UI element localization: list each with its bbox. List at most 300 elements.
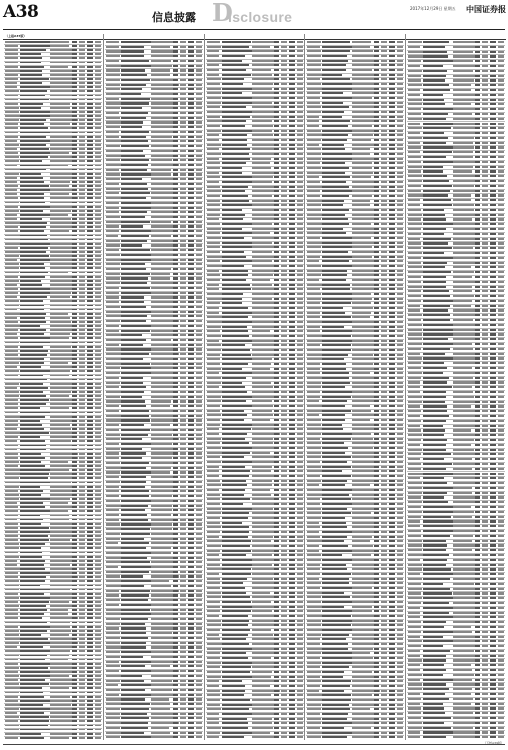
cell-text [106, 173, 119, 175]
cell-text [207, 634, 219, 636]
cell-text [5, 366, 17, 368]
cell-text [252, 410, 273, 412]
cell-text [72, 173, 77, 175]
cell-text [151, 240, 173, 242]
cell-text [121, 684, 151, 686]
cell-text [297, 316, 303, 318]
cell-text [196, 495, 202, 497]
cell-text [374, 288, 379, 290]
cell-text [87, 214, 93, 216]
cell-text [79, 679, 85, 681]
cell-text [188, 315, 194, 317]
cell-text [222, 643, 250, 645]
cell-text [307, 550, 319, 552]
cell-text [106, 382, 120, 384]
cell-text [5, 725, 19, 727]
cell-text [381, 246, 387, 248]
cell-text [180, 424, 186, 426]
cell-text [352, 330, 374, 332]
cell-text [5, 708, 19, 710]
cell-text [381, 517, 387, 519]
cell-text [151, 566, 175, 568]
cell-text [322, 400, 347, 402]
cell-text [95, 305, 101, 307]
cell-text [196, 69, 202, 71]
cell-text [207, 358, 220, 360]
cell-text [106, 46, 118, 48]
cell-text [20, 679, 45, 681]
cell-text [297, 508, 303, 510]
cell-text [151, 509, 171, 511]
cell-text [281, 92, 287, 94]
cell-text [352, 648, 373, 650]
cell-text [188, 330, 194, 332]
cell-text [352, 144, 375, 146]
cell-text [95, 41, 101, 43]
cell-text [289, 144, 295, 146]
cell-text [222, 64, 249, 66]
cell-text [322, 704, 348, 706]
cell-text [173, 609, 178, 611]
cell-text [281, 526, 287, 528]
cell-text [196, 84, 202, 86]
cell-text [389, 582, 395, 584]
cell-text [196, 136, 202, 138]
cell-text [20, 523, 41, 525]
cell-text [72, 267, 77, 269]
cell-text [87, 412, 93, 414]
cell-text [87, 169, 93, 171]
cell-text [389, 629, 395, 631]
cell-text [389, 41, 395, 43]
cell-text [397, 578, 403, 580]
cell-text [252, 102, 272, 104]
cell-text [106, 646, 120, 648]
cell-text [20, 239, 48, 241]
cell-text [281, 624, 287, 626]
cell-text [381, 242, 387, 244]
cell-text [79, 527, 85, 529]
cell-text [87, 255, 93, 257]
cell-text [87, 115, 93, 117]
cell-text [151, 55, 173, 57]
cell-text [173, 448, 178, 450]
cell-text [188, 325, 194, 327]
cell-text [95, 358, 101, 360]
cell-text [173, 571, 178, 573]
cell-text [289, 606, 295, 608]
cell-text [106, 594, 119, 596]
cell-text [322, 419, 344, 421]
cell-text [207, 592, 221, 594]
cell-text [381, 144, 387, 146]
cell-text [381, 316, 387, 318]
cell-text [121, 462, 148, 464]
cell-text [389, 676, 395, 678]
cell-text [381, 405, 387, 407]
cell-text [274, 573, 279, 575]
cell-text [389, 64, 395, 66]
cell-text [222, 629, 250, 631]
cell-text [50, 136, 72, 138]
cell-text [381, 657, 387, 659]
cell-text [207, 256, 222, 258]
cell-text [374, 517, 379, 519]
cell-text [274, 312, 279, 314]
cell-text [72, 193, 77, 195]
cell-text [151, 623, 175, 625]
cell-text [252, 167, 271, 169]
cell-text [252, 480, 272, 482]
cell-text [297, 256, 303, 258]
cell-text [322, 690, 344, 692]
cell-text [322, 736, 347, 738]
cell-text [196, 169, 202, 171]
cell-text [180, 84, 186, 86]
cell-text [274, 690, 279, 692]
cell-text [352, 582, 377, 584]
cell-text [87, 123, 93, 125]
cell-text [79, 469, 85, 471]
cell-text [222, 601, 251, 603]
cell-text [106, 665, 120, 667]
cell-text [281, 55, 287, 57]
cell-text [121, 566, 153, 568]
cell-text [188, 500, 194, 502]
cell-text [307, 377, 322, 379]
cell-text [352, 223, 370, 225]
cell-text [79, 206, 85, 208]
cell-text [289, 526, 295, 528]
cell-text [297, 573, 303, 575]
cell-text [188, 566, 194, 568]
cell-text [188, 519, 194, 521]
cell-text [121, 150, 142, 152]
cell-text [297, 568, 303, 570]
cell-text [50, 292, 71, 294]
cell-text [274, 55, 279, 57]
cell-text [5, 605, 19, 607]
cell-text [252, 405, 273, 407]
cell-text [188, 670, 194, 672]
cell-text [274, 634, 279, 636]
cell-text [121, 405, 145, 407]
cell-text [79, 148, 85, 150]
cell-text [173, 557, 178, 559]
cell-text [173, 211, 178, 213]
cell-text [188, 599, 194, 601]
cell-text [79, 613, 85, 615]
cell-text [188, 429, 194, 431]
cell-text [180, 580, 186, 582]
cell-text [95, 57, 101, 59]
cell-text [389, 134, 395, 136]
cell-text [252, 218, 274, 220]
cell-text [222, 340, 254, 342]
cell-text [297, 536, 303, 538]
cell-text [389, 321, 395, 323]
cell-text [196, 339, 202, 341]
cell-text [374, 354, 379, 356]
cell-text [87, 626, 93, 628]
cell-text [207, 480, 220, 482]
cell-text [20, 230, 44, 232]
cell-text [188, 254, 194, 256]
cell-text [95, 362, 101, 364]
cell-text [79, 358, 85, 360]
cell-text [281, 60, 287, 62]
cell-text [87, 659, 93, 661]
cell-text [50, 716, 73, 718]
cell-text [151, 476, 174, 478]
cell-text [180, 273, 186, 275]
cell-text [5, 490, 18, 492]
cell-text [297, 237, 303, 239]
cell-text [397, 606, 403, 608]
cell-text [173, 400, 178, 402]
cell-text [352, 400, 374, 402]
cell-text [307, 354, 322, 356]
cell-text [374, 466, 379, 468]
cell-text [173, 500, 178, 502]
cell-text [381, 148, 387, 150]
cell-text [274, 531, 279, 533]
cell-text [106, 708, 120, 710]
cell-text [196, 311, 202, 313]
cell-text [196, 542, 202, 544]
cell-text [106, 377, 118, 379]
cell-text [87, 683, 93, 685]
cell-text [381, 237, 387, 239]
cell-text [281, 349, 287, 351]
cell-text [297, 158, 303, 160]
cell-text [5, 127, 18, 129]
cell-text [87, 642, 93, 644]
cell-text [151, 684, 175, 686]
cell-text [252, 648, 275, 650]
cell-text [322, 545, 348, 547]
cell-text [207, 447, 221, 449]
cell-text [180, 443, 186, 445]
cell-text [207, 214, 220, 216]
cell-text [297, 125, 303, 127]
cell-text [307, 410, 322, 412]
cell-text [352, 559, 374, 561]
cell-text [196, 207, 202, 209]
cell-text [79, 683, 85, 685]
cell-text [389, 522, 395, 524]
cell-text [196, 656, 202, 658]
cell-text [79, 107, 85, 109]
cell-text [397, 718, 403, 720]
cell-text [423, 41, 450, 43]
cell-text [381, 92, 387, 94]
cell-text [5, 333, 17, 335]
cell-text [20, 206, 51, 208]
cell-text [188, 391, 194, 393]
cell-text [207, 279, 220, 281]
cell-text [180, 609, 186, 611]
cell-text [5, 687, 20, 689]
cell-text [95, 494, 101, 496]
cell-text [322, 298, 352, 300]
cell-text [72, 679, 77, 681]
cell-text [180, 292, 186, 294]
cell-text [5, 57, 18, 59]
cell-text [322, 148, 344, 150]
cell-text [173, 670, 178, 672]
cell-text [5, 646, 17, 648]
cell-text [222, 172, 242, 174]
cell-text [72, 737, 77, 739]
cell-text [50, 477, 73, 479]
cell-text [222, 344, 245, 346]
cell-text [397, 69, 403, 71]
cell-text [289, 74, 295, 76]
cell-text [196, 443, 202, 445]
cell-text [297, 657, 303, 659]
cell-text [95, 733, 101, 735]
cell-text [389, 218, 395, 220]
cell-text [95, 251, 101, 253]
cell-text [374, 615, 379, 617]
cell-text [222, 615, 248, 617]
cell-text [207, 727, 221, 729]
cell-text [106, 481, 120, 483]
cell-text [72, 609, 77, 611]
cell-text [207, 307, 219, 309]
cell-text [50, 309, 72, 311]
cell-text [196, 552, 202, 554]
cell-text [121, 694, 152, 696]
cell-text [173, 405, 178, 407]
cell-text [222, 200, 249, 202]
cell-text [397, 158, 403, 160]
cell-text [188, 192, 194, 194]
cell-text [397, 368, 403, 370]
cell-text [389, 456, 395, 458]
cell-text [72, 111, 77, 113]
cell-text [252, 489, 270, 491]
cell-text [5, 638, 20, 640]
cell-text [151, 117, 173, 119]
cell-text [121, 249, 149, 251]
cell-text [196, 661, 202, 663]
cell-text [307, 64, 321, 66]
cell-text [274, 50, 279, 52]
cell-text [20, 132, 51, 134]
cell-text [5, 482, 20, 484]
cell-text [188, 443, 194, 445]
cell-text [307, 568, 320, 570]
cell-text [173, 419, 178, 421]
cell-text [196, 330, 202, 332]
cell-text [289, 638, 295, 640]
cell-text [297, 270, 303, 272]
cell-text [297, 736, 303, 738]
cell-text [397, 475, 403, 477]
cell-text [173, 367, 178, 369]
cell-text [289, 372, 295, 374]
cell-text [188, 339, 194, 341]
cell-text [222, 489, 245, 491]
cell-text [79, 197, 85, 199]
cell-text [222, 592, 246, 594]
cell-text [297, 69, 303, 71]
cell-text [173, 235, 178, 237]
cell-text [72, 276, 77, 278]
cell-text [307, 680, 321, 682]
cell-text [188, 575, 194, 577]
cell-text [374, 265, 379, 267]
cell-text [381, 78, 387, 80]
cell-text [207, 596, 222, 598]
cell-text [79, 333, 85, 335]
cell-text [252, 88, 272, 90]
cell-text [222, 736, 244, 738]
cell-text [5, 123, 18, 125]
cell-text [79, 403, 85, 405]
cell-text [297, 340, 303, 342]
cell-text [307, 564, 320, 566]
cell-text [274, 559, 279, 561]
cell-text [374, 69, 379, 71]
cell-text [87, 445, 93, 447]
cell-text [5, 477, 19, 479]
cell-text [72, 440, 77, 442]
cell-text [389, 50, 395, 52]
cell-text [297, 181, 303, 183]
cell-text [498, 55, 504, 57]
cell-text [281, 456, 287, 458]
cell-text [289, 578, 295, 580]
cell-text [173, 708, 178, 710]
cell-text [188, 590, 194, 592]
cell-text [274, 134, 279, 136]
cell-text [95, 667, 101, 669]
cell-text [397, 568, 403, 570]
cell-text [173, 547, 178, 549]
cell-text [381, 293, 387, 295]
cell-text [95, 729, 101, 731]
cell-text [72, 683, 77, 685]
cell-text [381, 498, 387, 500]
cell-text [180, 675, 186, 677]
cell-text [381, 284, 387, 286]
cell-text [5, 181, 17, 183]
cell-text [72, 399, 77, 401]
cell-text [207, 69, 219, 71]
cell-text [50, 663, 73, 665]
cell-text [389, 550, 395, 552]
cell-text [173, 689, 178, 691]
cell-text [289, 704, 295, 706]
cell-text [72, 325, 77, 327]
cell-text [374, 64, 379, 66]
cell-text [381, 69, 387, 71]
cell-text [151, 131, 175, 133]
cell-text [297, 629, 303, 631]
cell-text [188, 169, 194, 171]
cell-text [374, 704, 379, 706]
cell-text [95, 564, 101, 566]
cell-text [207, 466, 219, 468]
cell-text [252, 494, 271, 496]
cell-text [87, 317, 93, 319]
cell-text [106, 325, 118, 327]
cell-text [106, 126, 120, 128]
cell-text [397, 237, 403, 239]
